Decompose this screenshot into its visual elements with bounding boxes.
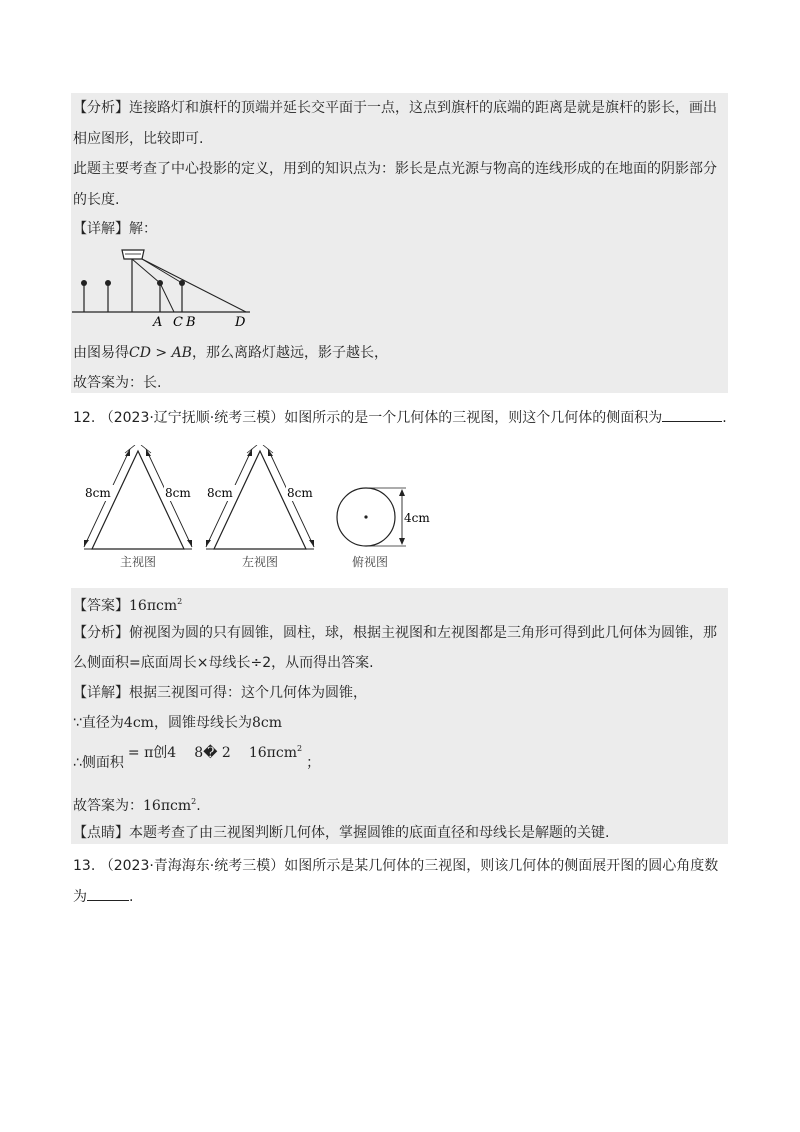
q11-analysis-line1: 【分析】连接路灯和旗杆的顶端并延长交平面于一点，这点到旗杆的底端的距离是就是旗杆的影长，画出 bbox=[73, 100, 717, 116]
formula-mid: 8� 2 bbox=[194, 745, 231, 761]
answer-label: 【答案】 bbox=[73, 598, 129, 614]
q12-stem-end: . bbox=[722, 410, 727, 426]
point-label-b: B bbox=[186, 315, 196, 330]
q13-answer-blank[interactable] bbox=[87, 886, 129, 901]
final-exponent: 2 bbox=[191, 797, 197, 806]
conclusion-formula: CD > AB bbox=[129, 345, 192, 361]
final-value: 16πcm bbox=[143, 798, 192, 814]
q12-detail-line1: 【详解】根据三视图可得：这个几何体为圆锥， bbox=[73, 685, 367, 701]
q11-conclusion bbox=[73, 340, 388, 366]
q12-source: （2023·辽宁抚顺·统考三模） bbox=[99, 410, 285, 426]
answer-exponent: 2 bbox=[177, 597, 183, 606]
point-label-a: A bbox=[153, 315, 163, 330]
because-mid: ，圆锥母线长为 bbox=[153, 715, 252, 731]
q13-question-line1 bbox=[73, 853, 718, 879]
q11-analysis-line2: 相应图形，比较即可. bbox=[73, 131, 204, 147]
q11-detail-label: 【详解】解： bbox=[73, 221, 157, 237]
top-view-dim: 4cm bbox=[404, 511, 430, 525]
because-length: 8cm bbox=[251, 715, 282, 731]
left-view-caption: 左视图 bbox=[242, 555, 279, 569]
formula-end: ； bbox=[306, 755, 321, 771]
formula-result: 16πcm bbox=[248, 745, 297, 761]
final-end: . bbox=[196, 798, 201, 814]
q13-question-line2 bbox=[73, 884, 133, 910]
because-diameter: 4cm bbox=[123, 715, 154, 731]
q12-therefore-line bbox=[73, 746, 320, 776]
point-label-c: C bbox=[173, 315, 183, 330]
because-prefix: ∵直径为 bbox=[73, 715, 124, 731]
q13-line2-prefix: 为 bbox=[73, 889, 87, 905]
q11-answer: 故答案为：长. bbox=[73, 375, 162, 391]
q11-note-line2: 的长度. bbox=[73, 192, 120, 208]
formula-exponent: 2 bbox=[296, 744, 303, 753]
q13-line2-end: . bbox=[129, 889, 134, 905]
q12-analysis-line1: 【分析】俯视图为圆的只有圆锥，圆柱，球，根据主视图和左视图都是三角形可得到此几何体为圆锥，那 bbox=[73, 625, 717, 641]
q12-comment: 【点睛】本题考查了由三视图判断几何体，掌握圆锥的底面直径和母线长是解题的关键. bbox=[73, 825, 610, 841]
q12-because-line bbox=[73, 710, 282, 736]
top-view-caption: 俯视图 bbox=[352, 555, 389, 569]
conclusion-suffix: ，那么离路灯越远，影子越长， bbox=[191, 345, 388, 361]
front-view-caption: 主视图 bbox=[120, 555, 157, 569]
streetlight-shadow-figure bbox=[70, 246, 254, 330]
left-view bbox=[206, 445, 316, 569]
left-right-dim: 8cm bbox=[287, 486, 313, 500]
left-left-dim: 8cm bbox=[207, 486, 233, 500]
q13-source: （2023·青海海东·统考三模） bbox=[99, 858, 285, 874]
front-left-dim: 8cm bbox=[85, 486, 111, 500]
q12-question bbox=[73, 405, 727, 431]
q12-analysis-line2: 么侧面积=底面周长×母线长÷2，从而得出答案. bbox=[73, 655, 374, 671]
top-view bbox=[337, 488, 430, 569]
final-prefix: 故答案为： bbox=[73, 798, 143, 814]
formula-eq: = π创4 bbox=[127, 745, 177, 761]
q13-number: 13. bbox=[73, 858, 96, 874]
three-view-figure bbox=[80, 445, 440, 575]
q12-final-answer bbox=[73, 789, 201, 819]
answer-value: 16πcm bbox=[129, 598, 178, 614]
conclusion-prefix: 由图易得 bbox=[73, 345, 129, 361]
q12-answer bbox=[73, 589, 182, 619]
q13-stem: 如图所示是某几何体的三视图，则该几何体的侧面展开图的圆心角度数 bbox=[284, 858, 719, 874]
point-label-d: D bbox=[235, 315, 246, 330]
q12-answer-blank[interactable] bbox=[662, 407, 722, 422]
q12-stem: 如图所示的是一个几何体的三视图，则这个几何体的侧面积为 bbox=[284, 410, 663, 426]
q12-number: 12. bbox=[73, 410, 96, 426]
therefore-prefix: ∴侧面积 bbox=[73, 755, 124, 771]
front-view bbox=[84, 445, 194, 569]
q11-note-line1: 此题主要考查了中心投影的定义，用到的知识点为：影长是点光源与物高的连线形成的在地面的阴影部分 bbox=[73, 161, 717, 177]
front-right-dim: 8cm bbox=[165, 486, 191, 500]
